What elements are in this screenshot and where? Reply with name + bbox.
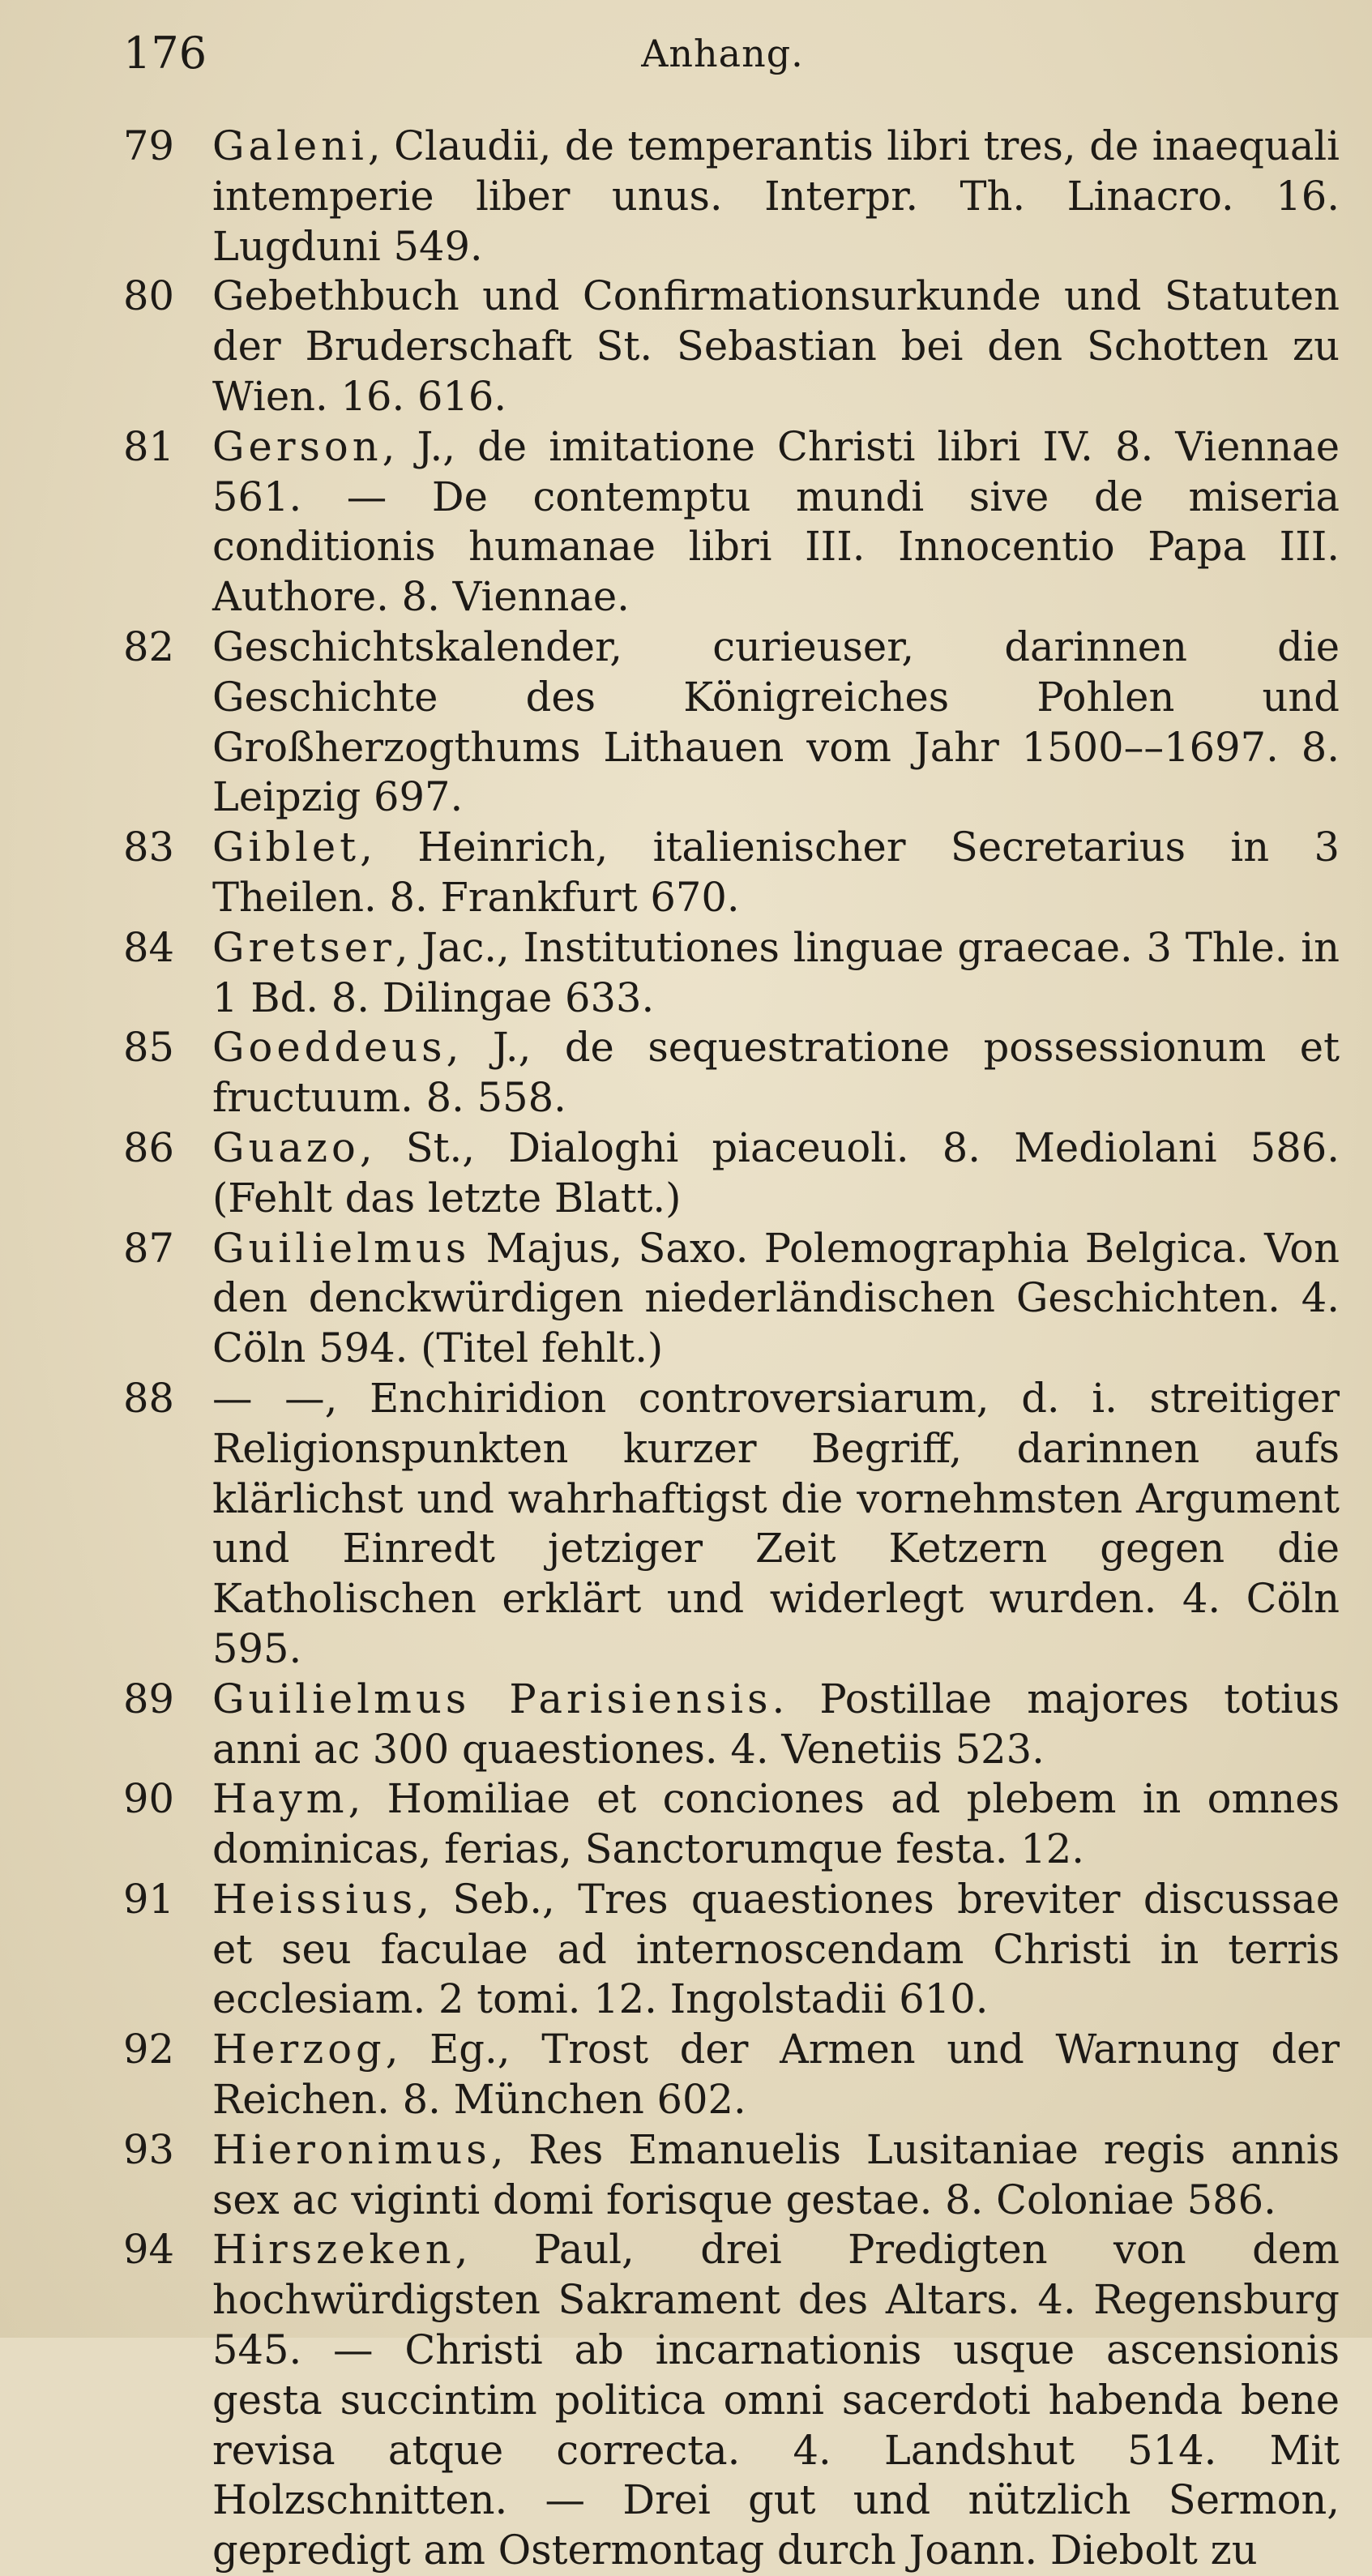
bibliography-entry <box>105 1123 1340 1224</box>
bibliography-entry <box>105 923 1340 1024</box>
entry-number: 86 <box>123 1123 174 1171</box>
entry-author: Herzog <box>212 2026 386 2073</box>
page-number: 176 <box>123 28 207 79</box>
entry-author: Heissius <box>212 1875 417 1923</box>
bibliography-entry <box>105 823 1340 923</box>
entry-text: , Heinrich, italienischer Secretarius in 3 Theilen. 8. Frankfurt 670. <box>212 824 1340 921</box>
entry-text: , Paul, drei Predigten von dem hochwürdigsten Sakrament des Altars. 4. Regensburg 545. — Christi ab incarnationis usque ascensionis gesta succintim politica omni sacerdoti habenda bene revisa atque correcta. 4. Landshut 514. Mit Holzschnitten. — Drei gut und nützlich Sermon, gepredigt am Ostermontag durch Joann. Diebolt zu <box>212 2226 1340 2574</box>
entry-text: , J., de sequestratione possessionum et fructuum. 8. 558. <box>212 1024 1340 1122</box>
entry-number: 93 <box>123 2125 174 2173</box>
entry-text: Geschichtskalender, curieuser, darinnen die Geschichte des Königreiches Pohlen und Großherzogthums Lithauen vom Jahr 1500––1697. 8. Leipzig 697. <box>212 623 1340 821</box>
entry-number: 85 <box>123 1024 174 1072</box>
entry-author: Guilielmus <box>212 1224 471 1272</box>
bibliography-entry <box>105 2025 1340 2125</box>
entry-text: , Eg., Trost der Armen und Warnung der Reichen. 8. München 602. <box>212 2026 1340 2124</box>
bibliography-entry <box>105 122 1340 272</box>
entry-number: 82 <box>123 623 174 670</box>
entry-author: Hieronimus <box>212 2125 491 2173</box>
entry-text: Majus, Saxo. Polemographia Belgica. Von den denckwürdigen niederländischen Geschichten. 4. Cöln 594. (Titel fehlt.) <box>212 1224 1340 1372</box>
entry-number: 80 <box>123 272 174 320</box>
entry-text: . Postillae majores totius anni ac 300 quaestiones. 4. Venetiis 523. <box>212 1675 1340 1773</box>
running-head: Anhang. <box>641 32 804 75</box>
entry-author: Gretser <box>212 923 395 971</box>
bibliography-entry <box>105 2125 1340 2226</box>
entry-number: 89 <box>123 1675 174 1722</box>
entry-number: 79 <box>123 122 174 169</box>
entry-text: , Homiliae et conciones ad plebem in omnes dominicas, ferias, Sanctorumque festa. 12. <box>212 1775 1340 1873</box>
entry-number: 87 <box>123 1224 174 1272</box>
entry-number: 92 <box>123 2026 174 2073</box>
entry-author: Guilielmus Parisiensis <box>212 1675 772 1722</box>
entry-number: 83 <box>123 824 174 871</box>
page-header <box>105 28 1340 79</box>
bibliography-entry <box>105 623 1340 823</box>
entry-text: , Claudii, de temperantis libri tres, de inaequali intemperie liber unus. Interpr. Th. Linacro. 16. Lugduni 549. <box>212 122 1340 270</box>
entry-author: Haym <box>212 1775 348 1823</box>
entry-author: Hirszeken <box>212 2226 455 2274</box>
bibliography-entry <box>105 2225 1340 2576</box>
entry-text: , St., Dialoghi piaceuoli. 8. Mediolani 586. (Fehlt das letzte Blatt.) <box>212 1123 1340 1222</box>
entry-author: Goeddeus <box>212 1024 447 1072</box>
entry-number: 84 <box>123 923 174 971</box>
entry-number: 81 <box>123 422 174 470</box>
bibliography-entry <box>105 1774 1340 1875</box>
entry-number: 91 <box>123 1875 174 1923</box>
bibliography-entry <box>105 1023 1340 1123</box>
entry-number: 94 <box>123 2226 174 2274</box>
bibliography-entry <box>105 1675 1340 1775</box>
bibliography-entry <box>105 272 1340 421</box>
entry-text: , Res Emanuelis Lusitaniae regis annis sex ac viginti domi forisque gestae. 8. Coloniae 586. <box>212 2125 1340 2223</box>
entry-text: , Seb., Tres quaestiones breviter discussae et seu faculae ad internoscendam Christi in terris ecclesiam. 2 tomi. 12. Ingolstadii 610. <box>212 1875 1340 2023</box>
entry-text: Gebethbuch und Confirmationsurkunde und Statuten der Bruderschaft St. Sebastian bei den Schotten zu Wien. 16. 616. <box>212 272 1340 420</box>
entry-text: , J., de imitatione Christi libri IV. 8. Viennae 561. — De contemptu mundi sive de miseria conditionis humanae libri III. Innocentio Papa III. Authore. 8. Viennae. <box>212 422 1340 621</box>
bibliography-entry <box>105 1224 1340 1374</box>
entry-number: 90 <box>123 1775 174 1823</box>
entry-author: Giblet <box>212 824 361 871</box>
bibliography-list <box>105 122 1340 2576</box>
entry-author: Gerson <box>212 422 383 470</box>
entry-text: , Jac., Institutiones linguae graecae. 3 Thle. in 1 Bd. 8. Dilingae 633. <box>212 923 1340 1021</box>
entry-author: Guazo <box>212 1123 360 1171</box>
bibliography-entry <box>105 422 1340 623</box>
entry-number: 88 <box>123 1374 174 1422</box>
entry-text: — —, Enchiridion controversiarum, d. i. streitiger Religionspunkten kurzer Begriff, darinnen aufs klärlichst und wahrhaftigst die vornehmsten Argument und Einredt jetziger Zeit Ketzern gegen die Katholischen erklärt und widerlegt wurden. 4. Cöln 595. <box>212 1374 1340 1672</box>
bibliography-entry <box>105 1875 1340 2025</box>
bibliography-entry <box>105 1374 1340 1675</box>
entry-author: Galeni <box>212 122 368 169</box>
